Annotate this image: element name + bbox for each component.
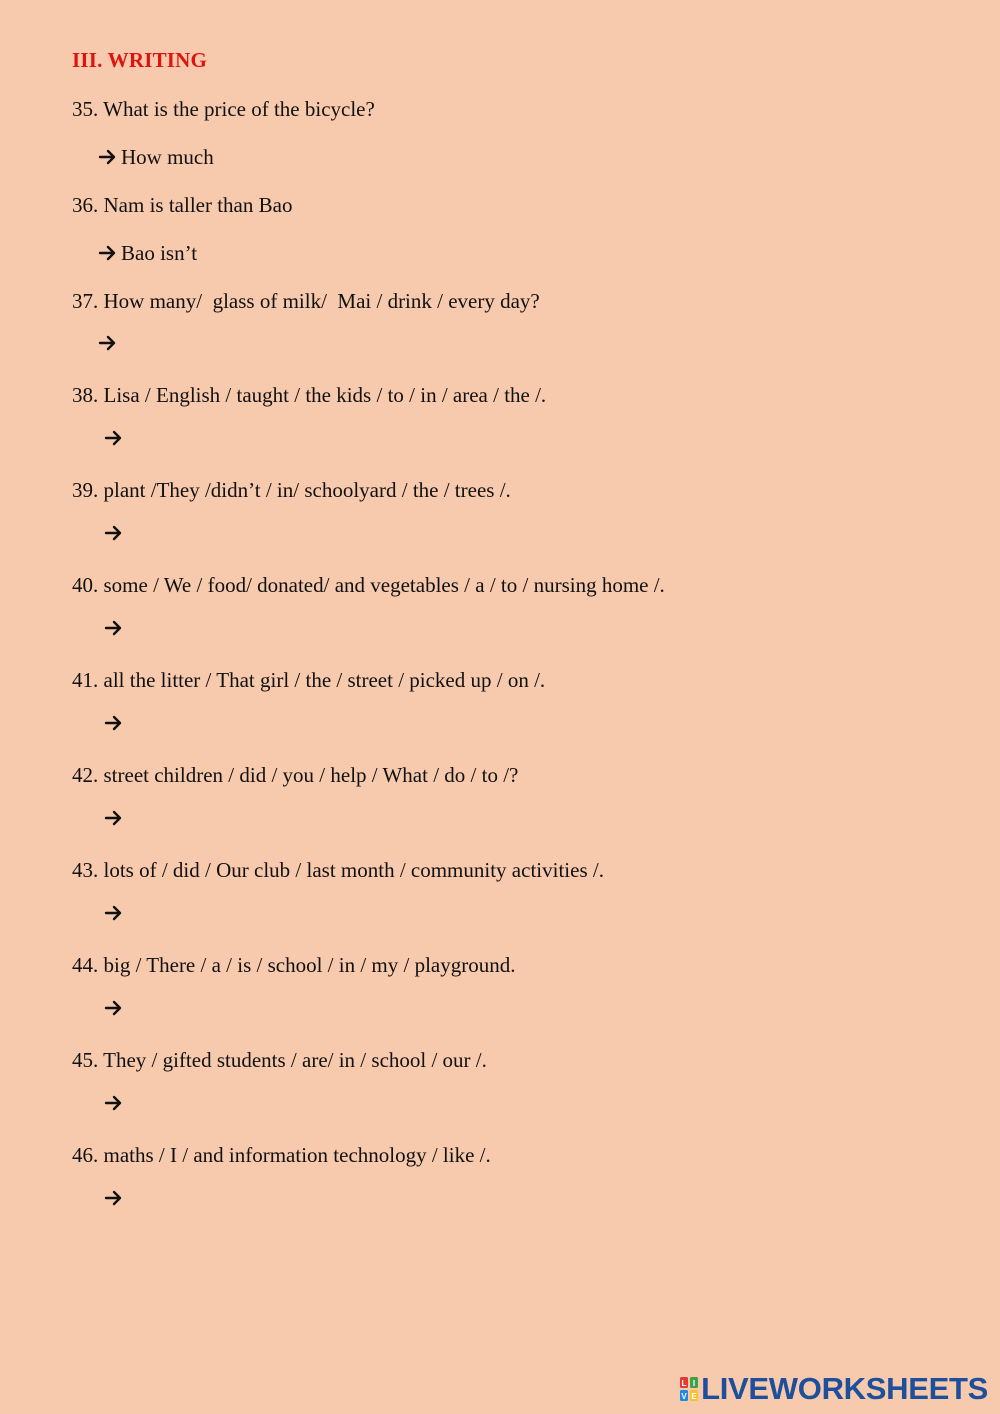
answer-line-41[interactable] bbox=[104, 713, 127, 733]
answer-line-42[interactable] bbox=[104, 808, 127, 828]
question-44: 44. big / There / a / is / school / in / my / playground. bbox=[72, 953, 516, 977]
arrow-right-icon bbox=[104, 998, 124, 1018]
svg-text:I: I bbox=[692, 1379, 696, 1388]
arrow-right-icon bbox=[104, 808, 124, 828]
section-title: III. WRITING bbox=[72, 48, 208, 72]
arrow-right-icon bbox=[98, 333, 118, 353]
answer-line-44[interactable] bbox=[104, 998, 127, 1018]
answer-prompt: Bao isn’t bbox=[121, 241, 198, 265]
arrow-right-icon bbox=[104, 523, 124, 543]
question-45: 45. They / gifted students / are/ in / school / our /. bbox=[72, 1048, 487, 1072]
question-38: 38. Lisa / English / taught / the kids / to / in / area / the /. bbox=[72, 383, 547, 407]
question-41: 41. all the litter / That girl / the / street / picked up / on /. bbox=[72, 668, 546, 692]
svg-text:E: E bbox=[691, 1392, 697, 1401]
arrow-right-icon bbox=[104, 1188, 124, 1208]
answer-line-40[interactable] bbox=[104, 618, 127, 638]
answer-line-39[interactable] bbox=[104, 523, 127, 543]
question-46: 46. maths / I / and information technology / like /. bbox=[72, 1143, 491, 1167]
arrow-right-icon bbox=[98, 243, 118, 263]
question-43: 43. lots of / did / Our club / last month / community activities /. bbox=[72, 858, 604, 882]
arrow-right-icon bbox=[104, 713, 124, 733]
answer-line-36[interactable] bbox=[98, 240, 197, 266]
arrow-right-icon bbox=[104, 428, 124, 448]
answer-line-43[interactable] bbox=[104, 903, 127, 923]
arrow-right-icon bbox=[104, 903, 124, 923]
arrow-right-icon bbox=[104, 618, 124, 638]
answer-line-35[interactable] bbox=[98, 144, 214, 170]
answer-prompt: How much bbox=[121, 145, 214, 169]
svg-text:L: L bbox=[681, 1379, 687, 1388]
liveworksheets-logo bbox=[679, 1372, 988, 1406]
question-36: 36. Nam is taller than Bao bbox=[72, 193, 293, 217]
question-40: 40. some / We / food/ donated/ and vegetables / a / to / nursing home /. bbox=[72, 573, 665, 597]
answer-line-37[interactable] bbox=[98, 333, 121, 353]
question-42: 42. street children / did / you / help / What / do / to /? bbox=[72, 763, 519, 787]
question-37: 37. How many/ glass of milk/ Mai / drink / every day? bbox=[72, 289, 540, 313]
answer-line-45[interactable] bbox=[104, 1093, 127, 1113]
answer-line-46[interactable] bbox=[104, 1188, 127, 1208]
arrow-right-icon bbox=[98, 147, 118, 167]
svg-text:V: V bbox=[681, 1392, 687, 1401]
question-39: 39. plant /They /didn’t / in/ schoolyard / the / trees /. bbox=[72, 478, 511, 502]
liveworksheets-logo-text: LIVEWORKSHEETS bbox=[701, 1371, 988, 1406]
answer-line-38[interactable] bbox=[104, 428, 127, 448]
question-35: 35. What is the price of the bicycle? bbox=[72, 97, 375, 121]
arrow-right-icon bbox=[104, 1093, 124, 1113]
liveworksheets-logo-icon bbox=[679, 1376, 699, 1402]
